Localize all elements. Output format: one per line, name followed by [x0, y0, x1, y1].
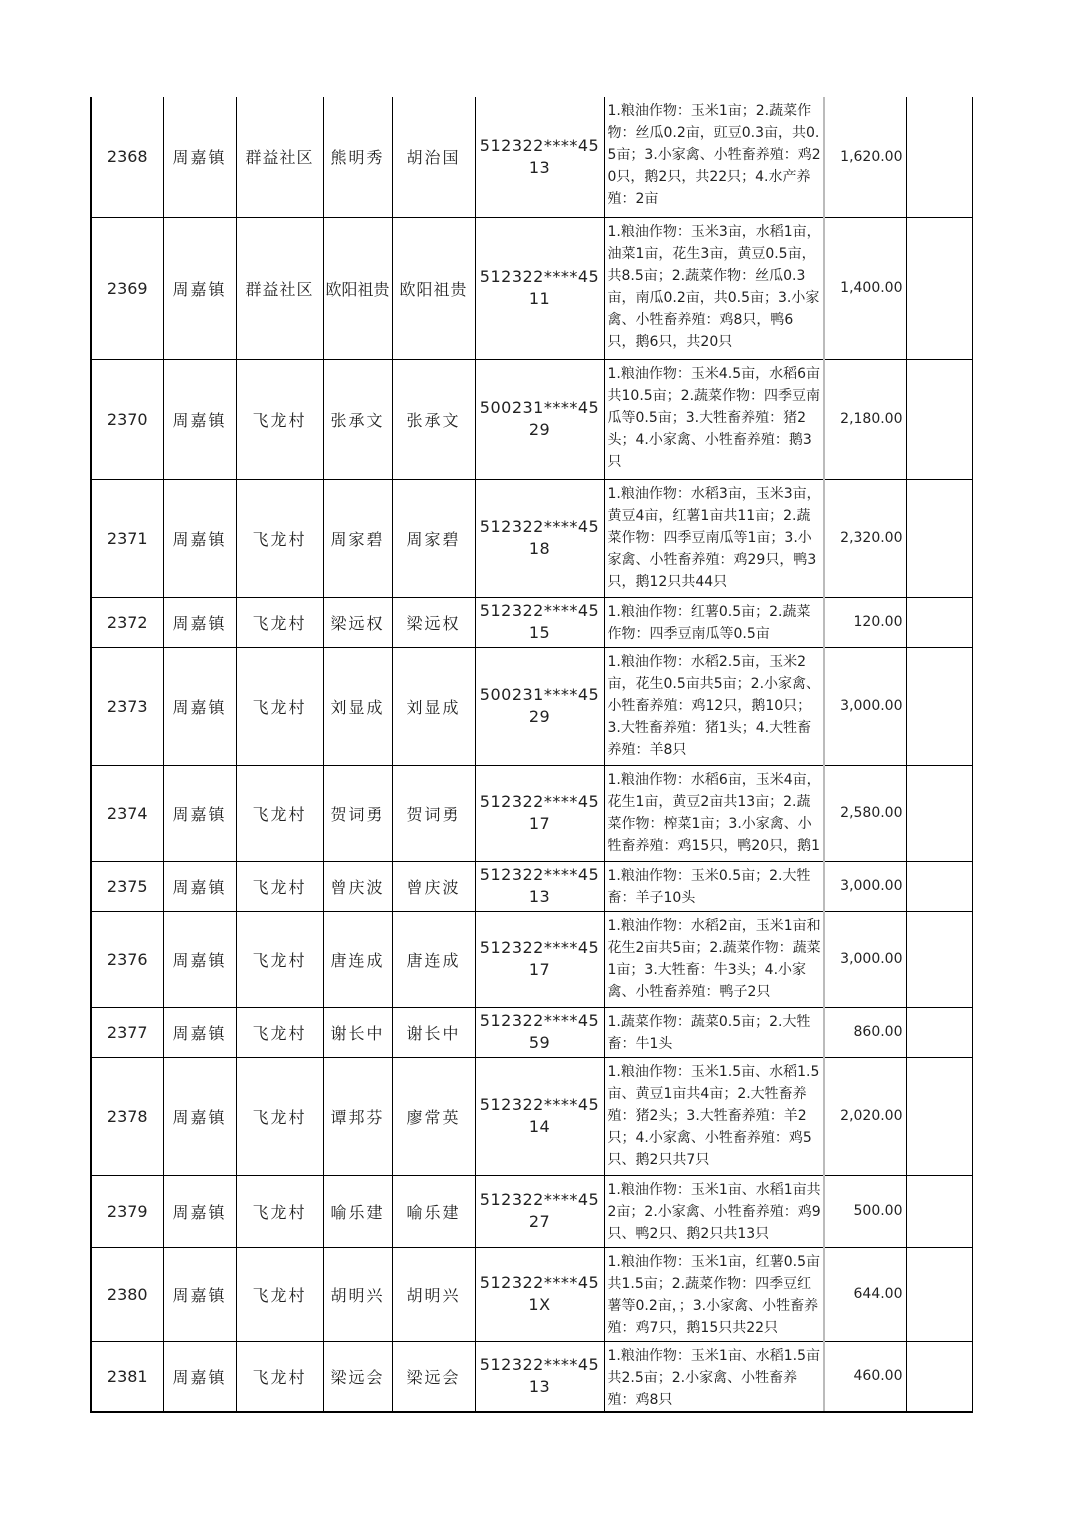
holder-cell: 梁远权 — [392, 597, 475, 647]
id-number-part2: 15 — [528, 623, 551, 642]
holder-cell: 谢长中 — [392, 1007, 475, 1057]
table-row — [91, 861, 972, 911]
holder-cell: 胡治国 — [392, 97, 475, 217]
village-cell: 飞龙村 — [236, 765, 323, 861]
row-number: 2374 — [91, 765, 163, 861]
table-row — [91, 765, 972, 861]
village-cell: 飞龙村 — [236, 1007, 323, 1057]
id-number-cell — [475, 479, 604, 597]
town-cell: 周嘉镇 — [163, 1341, 236, 1412]
id-number-cell — [475, 1341, 604, 1412]
table-row — [91, 1007, 972, 1057]
name-cell: 刘显成 — [323, 647, 392, 765]
town-cell: 周嘉镇 — [163, 911, 236, 1007]
amount-cell: 1,400.00 — [824, 217, 906, 359]
remark-cell — [906, 861, 972, 911]
id-number-part1: 512322****45 — [479, 1095, 600, 1114]
town-cell: 周嘉镇 — [163, 217, 236, 359]
id-number-part2: 29 — [528, 420, 551, 439]
id-number-part2: 17 — [528, 960, 551, 979]
town-cell: 周嘉镇 — [163, 1247, 236, 1341]
id-number-part1: 512322****45 — [479, 1273, 600, 1292]
row-number: 2379 — [91, 1175, 163, 1247]
description-cell — [604, 1057, 824, 1175]
row-number: 2381 — [91, 1341, 163, 1412]
amount-cell: 3,000.00 — [824, 911, 906, 1007]
amount-cell: 860.00 — [824, 1007, 906, 1057]
village-cell: 飞龙村 — [236, 911, 323, 1007]
row-number: 2378 — [91, 1057, 163, 1175]
amount-cell: 2,180.00 — [824, 359, 906, 479]
description-cell — [604, 217, 824, 359]
name-cell: 梁远权 — [323, 597, 392, 647]
id-number-part1: 512322****45 — [479, 135, 600, 155]
id-number-part1: 512322****45 — [479, 865, 600, 884]
town-cell: 周嘉镇 — [163, 1057, 236, 1175]
row-number: 2369 — [91, 217, 163, 359]
remark-cell — [906, 97, 972, 217]
row-number: 2377 — [91, 1007, 163, 1057]
description-text: 1.粮油作物：玉米3亩，水稻1亩，油菜1亩，花生3亩，黄豆0.5亩，共8.5亩；2.蔬菜作物：丝瓜0.3亩，南瓜0.2亩，共0.5亩；3.小家禽、小牲畜养殖：鸡8只，鸭6只，鹅6只，共20只 — [607, 223, 821, 350]
amount-cell: 3,000.00 — [824, 861, 906, 911]
description-cell — [604, 479, 824, 597]
table-row — [91, 217, 972, 359]
town-cell: 周嘉镇 — [163, 1007, 236, 1057]
subsidy-table — [90, 97, 973, 1413]
description-text: 1.粮油作物：水稻2亩，玉米1亩和花生2亩共5亩；2.蔬菜作物：蔬菜1亩；3.大牲畜：牛3头；4.小家禽、小牲畜养殖：鸭子2只 — [607, 917, 821, 1000]
table-row — [91, 1175, 972, 1247]
village-cell: 飞龙村 — [236, 479, 323, 597]
name-cell: 唐连成 — [323, 911, 392, 1007]
row-number: 2380 — [91, 1247, 163, 1341]
table-row — [91, 1247, 972, 1341]
remark-cell — [906, 1175, 972, 1247]
id-number-part2: 13 — [528, 1377, 551, 1396]
description-text: 1.粮油作物：玉米4.5亩，水稻6亩共10.5亩；2.蔬菜作物：四季豆南瓜等0.5亩；3.大牲畜养殖：猪2头；4.小家禽、小牲畜养殖：鹅3只 — [607, 365, 821, 470]
id-number-part2: 14 — [528, 1117, 551, 1136]
holder-cell: 周家碧 — [392, 479, 475, 597]
village-cell: 飞龙村 — [236, 1175, 323, 1247]
description-cell — [604, 1341, 824, 1412]
description-cell — [604, 597, 824, 647]
row-number: 2368 — [91, 97, 163, 217]
id-number-cell — [475, 765, 604, 861]
name-cell: 胡明兴 — [323, 1247, 392, 1341]
id-number-part1: 512322****45 — [479, 1355, 600, 1374]
holder-cell: 胡明兴 — [392, 1247, 475, 1341]
description-cell — [604, 1007, 824, 1057]
village-cell: 飞龙村 — [236, 1247, 323, 1341]
town-cell: 周嘉镇 — [163, 597, 236, 647]
table-row — [91, 1057, 972, 1175]
id-number-part1: 512322****45 — [479, 792, 600, 811]
town-cell: 周嘉镇 — [163, 97, 236, 217]
description-text: 1.粮油作物：水稻6亩，玉米4亩，花生1亩，黄豆2亩共13亩；2.蔬菜作物：榨菜1亩；3.小家禽、小牲畜养殖：鸡15只，鸭20只，鹅1 — [607, 771, 821, 854]
row-number: 2376 — [91, 911, 163, 1007]
name-cell: 张承文 — [323, 359, 392, 479]
name-cell: 谭邦芬 — [323, 1057, 392, 1175]
id-number-part2: 11 — [528, 289, 551, 308]
holder-cell: 廖常英 — [392, 1057, 475, 1175]
row-number: 2375 — [91, 861, 163, 911]
id-number-part2: 17 — [528, 814, 551, 833]
table-row — [91, 479, 972, 597]
holder-cell: 欧阳祖贵 — [392, 217, 475, 359]
amount-cell: 2,580.00 — [824, 765, 906, 861]
description-text: 1.粮油作物：玉米1亩、水稻1.5亩共2.5亩；2.小家禽、小牲畜养殖：鸡8只 — [607, 1347, 821, 1408]
remark-cell — [906, 1247, 972, 1341]
name-cell: 欧阳祖贵 — [323, 217, 392, 359]
table-row — [91, 911, 972, 1007]
holder-cell: 张承文 — [392, 359, 475, 479]
village-cell: 飞龙村 — [236, 1341, 323, 1412]
remark-cell — [906, 479, 972, 597]
name-cell: 曾庆波 — [323, 861, 392, 911]
town-cell: 周嘉镇 — [163, 647, 236, 765]
id-number-part1: 500231****45 — [479, 398, 600, 417]
remark-cell — [906, 647, 972, 765]
remark-cell — [906, 597, 972, 647]
holder-cell: 梁远会 — [392, 1341, 475, 1412]
id-number-cell — [475, 1007, 604, 1057]
remark-cell — [906, 359, 972, 479]
id-number-part1: 512322****45 — [479, 601, 600, 620]
description-cell — [604, 911, 824, 1007]
amount-cell: 460.00 — [824, 1341, 906, 1412]
town-cell: 周嘉镇 — [163, 861, 236, 911]
description-text: 1.粮油作物：水稻3亩，玉米3亩，黄豆4亩，红薯1亩共11亩；2.蔬菜作物：四季豆南瓜等1亩；3.小家禽、小牲畜养殖：鸡29只，鸭3只，鹅12只共44只 — [607, 485, 821, 590]
amount-cell: 1,620.00 — [824, 97, 906, 217]
description-text: 1.粮油作物：玉米0.5亩；2.大牲畜：羊子10头 — [607, 867, 811, 906]
amount-cell: 2,020.00 — [824, 1057, 906, 1175]
table-row — [91, 647, 972, 765]
description-cell — [604, 97, 824, 217]
description-text: 1.粮油作物：玉米1亩，红薯0.5亩共1.5亩；2.蔬菜作物：四季豆红薯等0.2亩，；3.小家禽、小牲畜养殖：鸡7只，鹅15只共22只 — [607, 1253, 821, 1336]
row-number: 2370 — [91, 359, 163, 479]
amount-cell: 2,320.00 — [824, 479, 906, 597]
village-cell: 飞龙村 — [236, 647, 323, 765]
description-text: 1.粮油作物：玉米1亩、水稻1亩共2亩；2.小家禽、小牲畜养殖：鸡9只、鸭2只、鹅2只共13只 — [607, 1181, 821, 1242]
name-cell: 谢长中 — [323, 1007, 392, 1057]
table-row — [91, 359, 972, 479]
remark-cell — [906, 765, 972, 861]
table-row — [91, 1341, 972, 1412]
id-number-part1: 500231****45 — [479, 685, 600, 704]
description-cell — [604, 647, 824, 765]
village-cell: 飞龙村 — [236, 861, 323, 911]
id-number-cell — [475, 1175, 604, 1247]
id-number-part1: 512322****45 — [479, 267, 600, 286]
amount-cell: 644.00 — [824, 1247, 906, 1341]
table-row — [91, 597, 972, 647]
id-number-part1: 512322****45 — [479, 938, 600, 957]
amount-cell: 500.00 — [824, 1175, 906, 1247]
name-cell: 梁远会 — [323, 1341, 392, 1412]
village-cell: 飞龙村 — [236, 597, 323, 647]
row-number: 2373 — [91, 647, 163, 765]
amount-cell: 3,000.00 — [824, 647, 906, 765]
town-cell: 周嘉镇 — [163, 359, 236, 479]
village-cell: 飞龙村 — [236, 1057, 323, 1175]
remark-cell — [906, 911, 972, 1007]
id-number-part2: 13 — [528, 887, 551, 906]
name-cell: 熊明秀 — [323, 97, 392, 217]
description-cell — [604, 1247, 824, 1341]
table-row — [91, 97, 972, 217]
remark-cell — [906, 1341, 972, 1412]
id-number-cell — [475, 217, 604, 359]
description-text: 1.粮油作物：红薯0.5亩；2.蔬菜作物：四季豆南瓜等0.5亩 — [607, 603, 811, 642]
id-number-part2: 29 — [528, 707, 551, 726]
holder-cell: 刘显成 — [392, 647, 475, 765]
town-cell: 周嘉镇 — [163, 1175, 236, 1247]
row-number: 2372 — [91, 597, 163, 647]
description-text: 1.粮油作物：玉米1.5亩、水稻1.5亩、黄豆1亩共4亩；2.大牲畜养殖：猪2头；3.大牲畜养殖：羊2只；4.小家禽、小牲畜养殖：鸡5只、鹅2只共7只 — [607, 1063, 820, 1168]
description-text: 1.粮油作物：玉米1亩；2.蔬菜作物：丝瓜0.2亩，豇豆0.3亩，共0.5亩；3.小家禽、小牲畜养殖：鸡20只，鹅2只，共22只；4.水产养殖：2亩 — [607, 103, 821, 207]
description-cell — [604, 765, 824, 861]
town-cell: 周嘉镇 — [163, 479, 236, 597]
id-number-cell — [475, 911, 604, 1007]
table-body — [91, 97, 972, 1412]
row-number: 2371 — [91, 479, 163, 597]
name-cell: 喻乐建 — [323, 1175, 392, 1247]
remark-cell — [906, 1057, 972, 1175]
id-number-cell — [475, 1247, 604, 1341]
town-cell: 周嘉镇 — [163, 765, 236, 861]
village-cell: 群益社区 — [236, 217, 323, 359]
id-number-part2: 13 — [528, 157, 551, 177]
id-number-part1: 512322****45 — [479, 1011, 600, 1030]
name-cell: 贺词勇 — [323, 765, 392, 861]
description-cell — [604, 1175, 824, 1247]
holder-cell: 喻乐建 — [392, 1175, 475, 1247]
remark-cell — [906, 217, 972, 359]
village-cell: 群益社区 — [236, 97, 323, 217]
id-number-part2: 59 — [528, 1033, 551, 1052]
description-cell — [604, 359, 824, 479]
id-number-cell — [475, 597, 604, 647]
amount-cell: 120.00 — [824, 597, 906, 647]
id-number-cell — [475, 359, 604, 479]
remark-cell — [906, 1007, 972, 1057]
description-text: 1.粮油作物：水稻2.5亩，玉米2亩，花生0.5亩共5亩；2.小家禽、小牲畜养殖：鸡12只，鹅10只；3.大牲畜养殖：猪1头；4.大牲畜养殖：羊8只 — [607, 653, 821, 758]
id-number-part2: 1X — [528, 1295, 551, 1314]
id-number-cell — [475, 861, 604, 911]
id-number-cell — [475, 1057, 604, 1175]
id-number-part2: 27 — [528, 1212, 551, 1231]
name-cell: 周家碧 — [323, 479, 392, 597]
description-cell — [604, 861, 824, 911]
holder-cell: 曾庆波 — [392, 861, 475, 911]
holder-cell: 贺词勇 — [392, 765, 475, 861]
village-cell: 飞龙村 — [236, 359, 323, 479]
description-text: 1.蔬菜作物：蔬菜0.5亩；2.大牲畜：牛1头 — [607, 1013, 811, 1052]
id-number-part1: 512322****45 — [479, 517, 600, 536]
holder-cell: 唐连成 — [392, 911, 475, 1007]
id-number-cell — [475, 647, 604, 765]
id-number-part1: 512322****45 — [479, 1190, 600, 1209]
id-number-cell — [475, 97, 604, 217]
id-number-part2: 18 — [528, 539, 551, 558]
